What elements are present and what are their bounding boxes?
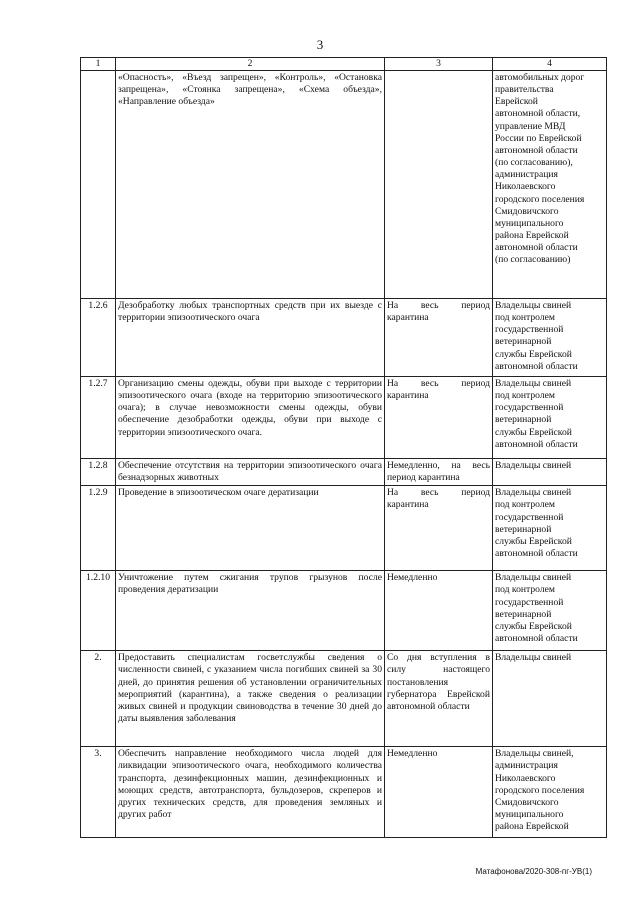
row-number — [81, 71, 116, 299]
page-number: 3 — [316, 37, 324, 52]
measures-table — [80, 57, 607, 838]
column-header: 1 — [81, 58, 116, 71]
row-responsible: Владельцы свиней под контролем государственной ветеринарной службы Еврейской автономной области — [493, 377, 607, 459]
row-measure: Организацию смены одежды, обуви при выходе с территории эпизоотического очага (входе на территорию эпизоотического очага); в случае невозможности смены одежды, обуви обеспечение дезобработки одежды, обуви при выходе с территории эпизоотического очага. — [116, 377, 385, 459]
row-number: 3. — [81, 747, 116, 838]
table-row — [81, 747, 607, 838]
row-responsible: Владельцы свиней под контролем государственной ветеринарной службы Еврейской автономной области — [493, 299, 607, 377]
row-number: 2. — [81, 651, 116, 747]
row-number: 1.2.8 — [81, 459, 116, 486]
row-measure: Дезобработку любых транспортных средств при их выезде с территории эпизоотического очага — [116, 299, 385, 377]
row-measure: Проведение в эпизоотическом очаге дератизации — [116, 486, 385, 571]
row-number: 1.2.9 — [81, 486, 116, 571]
row-measure: Предоставить специалистам госветслужбы сведения о численности свиней, с указанием числа погибших свиней за 30 дней, до принятия решения об установлении ограничительных мероприятий (карантина), а также сведения о реализации живых свиней и продукции свиноводства в течение 30 дней до даты выявления заболевания — [116, 651, 385, 747]
row-responsible: Владельцы свиней — [493, 651, 607, 747]
row-number: 1.2.7 — [81, 377, 116, 459]
row-responsible: автомобильных дорог правительства Еврейской автономной области, управление МВД России по Еврейской автономной области (по согласованию), администрация Николаевского городского поселения Смидовичского муниципального района Еврейской автономной области (по согласованию) — [493, 71, 607, 299]
row-measure: Обеспечить направление необходимого числа людей для ликвидации эпизоотического очага, необходимого количества транспорта, дезинфекционных машин, дезинфекционных и моющих средств, автотранспорта, бульдозеров, скреперов и других технических средств, для проведения земляных и других работ — [116, 747, 385, 838]
row-deadline: На весь период карантина — [385, 486, 493, 571]
table-row — [81, 486, 607, 571]
row-deadline: На весь период карантина — [385, 299, 493, 377]
row-deadline: На весь период карантина — [385, 377, 493, 459]
column-header: 4 — [493, 58, 607, 71]
row-deadline: Немедленно, на весь период карантина — [385, 459, 493, 486]
row-responsible: Владельцы свиней, администрация Николаевского городского поселения Смидовичского муниципального района Еврейской — [493, 747, 607, 838]
row-responsible: Владельцы свиней под контролем государственной ветеринарной службы Еврейской автономной области — [493, 486, 607, 571]
row-deadline: Немедленно — [385, 571, 493, 651]
row-measure: Уничтожение путем сжигания трупов грызунов после проведения дератизации — [116, 571, 385, 651]
row-responsible: Владельцы свиней под контролем государственной ветеринарной службы Еврейской автономной области — [493, 571, 607, 651]
column-header: 3 — [385, 58, 493, 71]
table-row — [81, 299, 607, 377]
table-header-row — [81, 58, 607, 71]
table-row — [81, 71, 607, 299]
row-number: 1.2.6 — [81, 299, 116, 377]
row-deadline: Немедленно — [385, 747, 493, 838]
row-deadline — [385, 71, 493, 299]
row-measure: «Опасность», «Въезд запрещен», «Контроль», «Остановка запрещена», «Стоянка запрещена», «Схема объезда», «Направление объезда» — [116, 71, 385, 299]
document-footer-code: Матафонова/2020-308-пг-УВ(1) — [475, 867, 592, 876]
table-row — [81, 459, 607, 486]
row-measure: Обеспечение отсутствия на территории эпизоотического очага безнадзорных животных — [116, 459, 385, 486]
table-row — [81, 651, 607, 747]
table-row — [81, 571, 607, 651]
row-number: 1.2.10 — [81, 571, 116, 651]
row-deadline: Со дня вступления в силу настоящего постановления губернатора Еврейской автономной области — [385, 651, 493, 747]
table-row — [81, 377, 607, 459]
row-responsible: Владельцы свиней — [493, 459, 607, 486]
column-header: 2 — [116, 58, 385, 71]
